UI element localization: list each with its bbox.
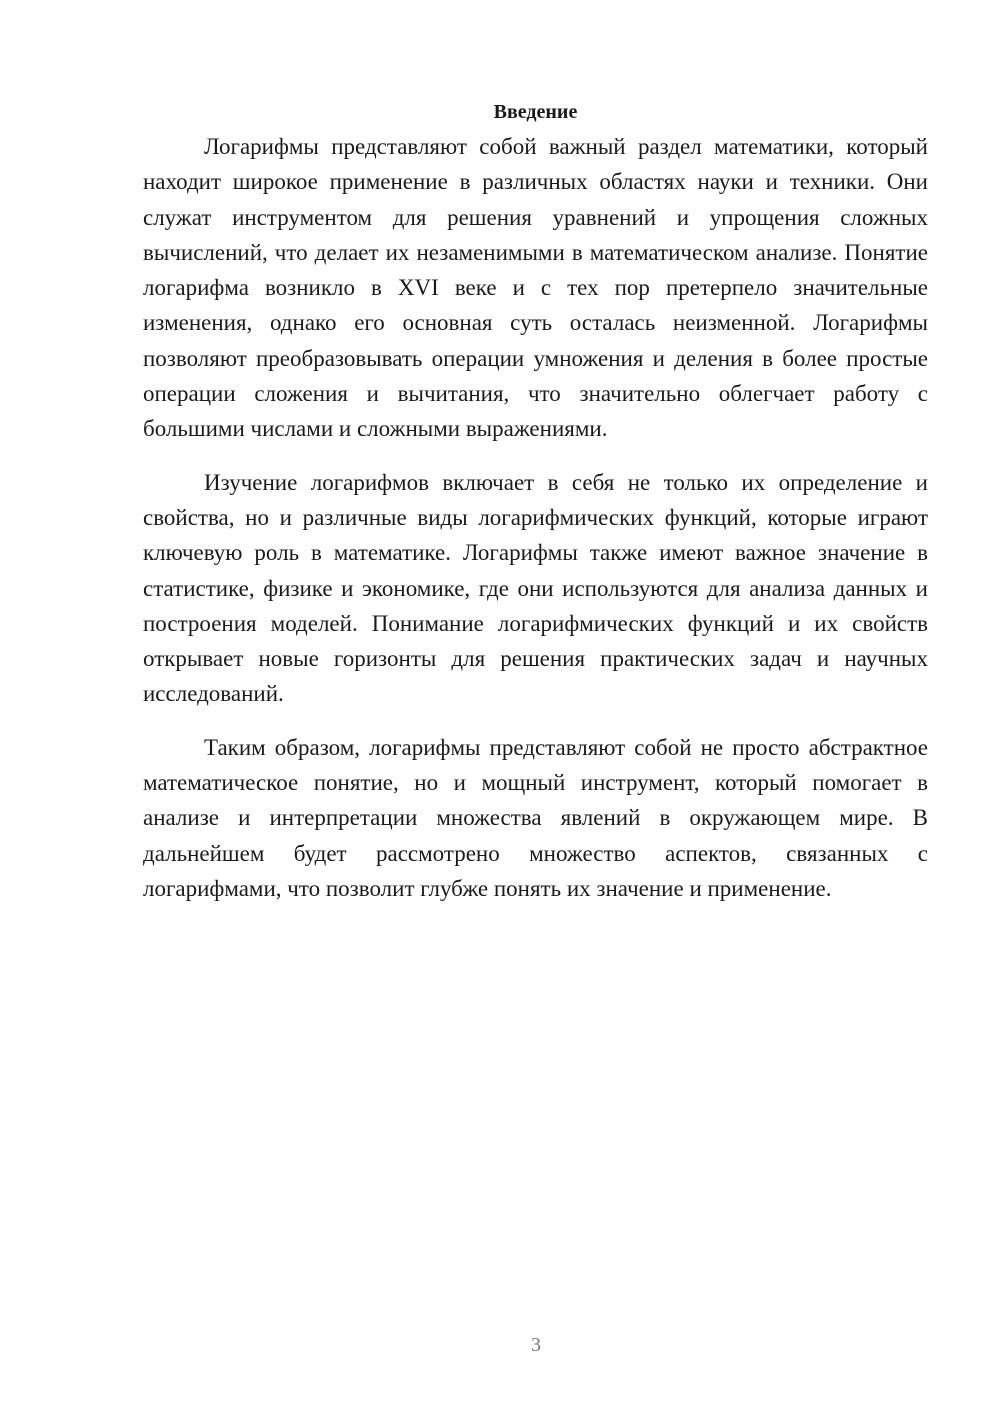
- paragraph-2: Изучение логарифмов включает в себя не только их определение и свойства, но и различные виды логарифмических функций, которые играют ключевую роль в математике. Логарифмы также имеют важное значение в статистике, физике и экономике, где они используются для анализа данных и построения моделей. Понимание логарифмических функций и их свойств открывает новые горизонты для решения практических задач и научных исследований.: [143, 469, 928, 707]
- paragraph-1: Логарифмы представляют собой важный раздел математики, который находит широкое применение в различных областях науки и техники. Они служат инструментом для решения уравнений и упрощения сложных вычислений, что делает их незаменимыми в математическом анализе. Понятие логарифма возникло в XVI веке и с тех пор претерпело значительные изменения, однако его основная суть осталась неизменной. Логарифмы позволяют преобразовывать операции умножения и деления в более простые операции сложения и вычитания, что значительно облегчает работу с большими числами и сложными выражениями.: [143, 134, 928, 442]
- paragraph-3: Таким образом, логарифмы представляют собой не просто абстрактное математическое понятие, но и мощный инструмент, который помогает в анализе и интерпретации множества явлений в окружающем мире. В дальнейшем будет рассмотрено множество аспектов, связанных с логарифмами, что позволит глубже понять их значение и применение.: [143, 734, 928, 901]
- page-number: 3: [531, 1334, 541, 1356]
- page-content: [143, 95, 928, 906]
- section-title: Введение: [493, 101, 578, 123]
